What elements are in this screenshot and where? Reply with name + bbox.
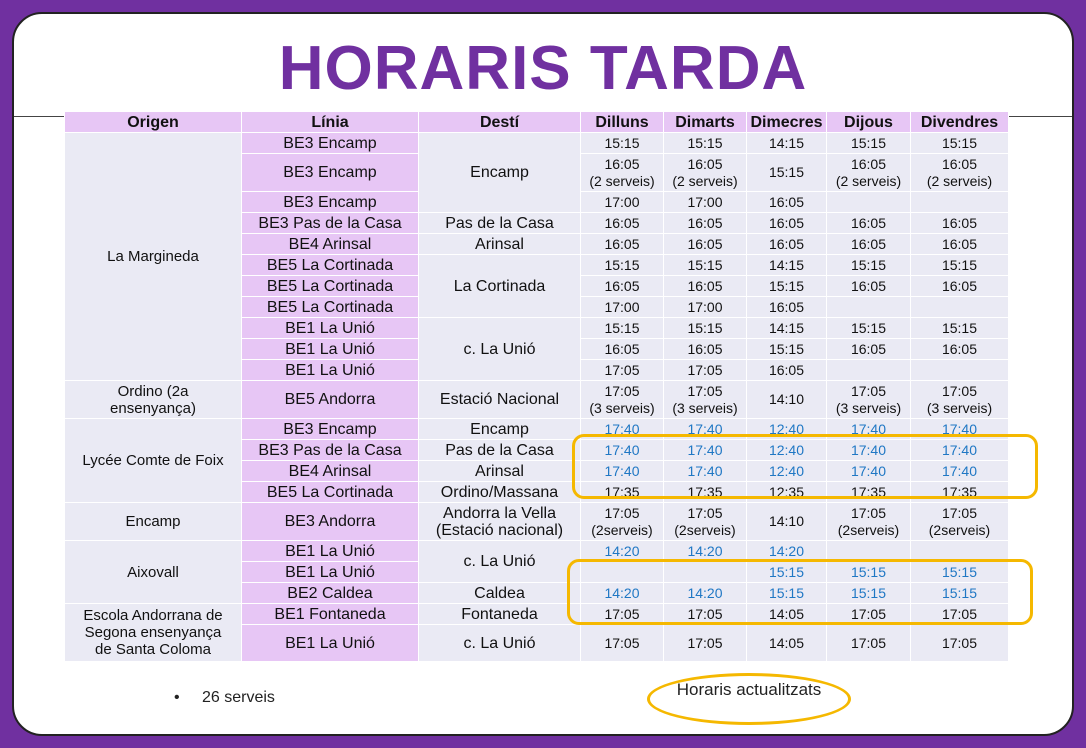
time-cell-dimecres: 14:05 bbox=[747, 625, 827, 662]
header-dimecres: Dimecres bbox=[747, 112, 827, 133]
time-cell-dimecres: 16:05 bbox=[747, 297, 827, 318]
time-cell-dimecres: 12:40 bbox=[747, 419, 827, 440]
time-cell-divendres bbox=[911, 192, 1009, 213]
time-cell-dilluns: 17:40 bbox=[581, 461, 664, 482]
time-cell-divendres: 15:15 bbox=[911, 255, 1009, 276]
time-cell-dijous bbox=[827, 192, 911, 213]
time-cell-dilluns: 16:05 bbox=[581, 234, 664, 255]
origin-cell: Escola Andorrana de Segona ensenyança de Santa Coloma bbox=[65, 604, 242, 662]
time-cell-divendres: 16:05 bbox=[911, 276, 1009, 297]
destination-cell: La Cortinada bbox=[419, 255, 581, 318]
time-cell-dimarts: 17:40 bbox=[664, 419, 747, 440]
header-desti: Destí bbox=[419, 112, 581, 133]
time-cell-dijous: 17:40 bbox=[827, 461, 911, 482]
time-cell-dimarts: 17:05 bbox=[664, 625, 747, 662]
bullet-marker: • bbox=[174, 689, 180, 706]
time-cell-dilluns: 17:35 bbox=[581, 482, 664, 503]
destination-cell: Arinsal bbox=[419, 461, 581, 482]
time-cell-dijous: 17:05 (3 serveis) bbox=[827, 381, 911, 419]
time-cell-divendres: 16:05 bbox=[911, 339, 1009, 360]
time-cell-dijous: 17:40 bbox=[827, 419, 911, 440]
line-cell: BE1 Fontaneda bbox=[242, 604, 419, 625]
destination-cell: Ordino/Massana bbox=[419, 482, 581, 503]
time-cell-divendres bbox=[911, 360, 1009, 381]
time-cell-dilluns: 17:40 bbox=[581, 419, 664, 440]
line-cell: BE3 Andorra bbox=[242, 503, 419, 541]
time-cell-dimarts: 16:05 bbox=[664, 234, 747, 255]
header-dilluns: Dilluns bbox=[581, 112, 664, 133]
line-cell: BE5 La Cortinada bbox=[242, 482, 419, 503]
time-cell-dilluns: 16:05 (2 serveis) bbox=[581, 154, 664, 192]
time-cell-dimarts: 14:20 bbox=[664, 583, 747, 604]
time-cell-dijous: 15:15 bbox=[827, 583, 911, 604]
time-cell-dijous: 17:35 bbox=[827, 482, 911, 503]
time-cell-divendres: 15:15 bbox=[911, 133, 1009, 154]
destination-cell: Estació Nacional bbox=[419, 381, 581, 419]
time-cell-divendres: 17:05 (2serveis) bbox=[911, 503, 1009, 541]
line-cell: BE3 Encamp bbox=[242, 192, 419, 213]
time-cell-dimecres: 14:20 bbox=[747, 541, 827, 562]
time-cell-dilluns: 16:05 bbox=[581, 276, 664, 297]
time-cell-dilluns: 17:00 bbox=[581, 297, 664, 318]
time-cell-dijous: 15:15 bbox=[827, 133, 911, 154]
time-cell-dilluns: 14:20 bbox=[581, 541, 664, 562]
highlight-box-lycee bbox=[572, 434, 1038, 499]
highlight-box-aixovall bbox=[567, 559, 1033, 625]
origin-cell: Lycée Comte de Foix bbox=[65, 419, 242, 503]
time-cell-dilluns: 15:15 bbox=[581, 255, 664, 276]
time-cell-dimecres: 15:15 bbox=[747, 583, 827, 604]
time-cell-divendres: 17:40 bbox=[911, 419, 1009, 440]
time-cell-divendres: 16:05 bbox=[911, 213, 1009, 234]
time-cell-divendres bbox=[911, 297, 1009, 318]
time-cell-dimecres: 15:15 bbox=[747, 562, 827, 583]
line-cell: BE1 La Unió bbox=[242, 562, 419, 583]
time-cell-dilluns: 16:05 bbox=[581, 339, 664, 360]
time-cell-dimecres: 16:05 bbox=[747, 192, 827, 213]
time-cell-divendres: 17:35 bbox=[911, 482, 1009, 503]
time-cell-dijous: 16:05 bbox=[827, 276, 911, 297]
time-cell-dimarts: 17:05 (2serveis) bbox=[664, 503, 747, 541]
time-cell-dijous: 17:40 bbox=[827, 440, 911, 461]
line-cell: BE1 La Unió bbox=[242, 541, 419, 562]
time-cell-dijous bbox=[827, 360, 911, 381]
header-linia: Línia bbox=[242, 112, 419, 133]
line-cell: BE4 Arinsal bbox=[242, 461, 419, 482]
time-cell-divendres: 17:40 bbox=[911, 440, 1009, 461]
time-cell-dimarts: 17:05 bbox=[664, 360, 747, 381]
time-cell-dimarts: 15:15 bbox=[664, 133, 747, 154]
time-cell-dilluns: 14:20 bbox=[581, 583, 664, 604]
time-cell-dijous: 15:15 bbox=[827, 255, 911, 276]
origin-cell: Aixovall bbox=[65, 541, 242, 604]
destination-cell: c. La Unió bbox=[419, 625, 581, 662]
time-cell-dimecres: 14:15 bbox=[747, 318, 827, 339]
time-cell-dijous: 16:05 bbox=[827, 339, 911, 360]
time-cell-dimecres: 15:15 bbox=[747, 276, 827, 297]
page-title: HORARIS TARDA bbox=[278, 34, 808, 103]
line-cell: BE3 Encamp bbox=[242, 419, 419, 440]
time-cell-divendres: 16:05 bbox=[911, 234, 1009, 255]
table-row bbox=[65, 133, 1009, 154]
line-cell: BE5 La Cortinada bbox=[242, 297, 419, 318]
time-cell-dimecres: 16:05 bbox=[747, 213, 827, 234]
time-cell-dilluns: 16:05 bbox=[581, 213, 664, 234]
time-cell-divendres: 17:05 (3 serveis) bbox=[911, 381, 1009, 419]
time-cell-dimecres: 16:05 bbox=[747, 360, 827, 381]
origin-cell: La Margineda bbox=[65, 133, 242, 381]
header-divendres: Divendres bbox=[911, 112, 1009, 133]
line-cell: BE1 La Unió bbox=[242, 625, 419, 662]
time-cell-dimarts: 16:05 (2 serveis) bbox=[664, 154, 747, 192]
time-cell-dilluns: 17:05 bbox=[581, 604, 664, 625]
time-cell-dijous: 15:15 bbox=[827, 318, 911, 339]
time-cell-dimarts: 17:40 bbox=[664, 461, 747, 482]
destination-cell: Andorra la Vella (Estació nacional) bbox=[419, 503, 581, 541]
time-cell-dimarts: 14:20 bbox=[664, 541, 747, 562]
time-cell-dimecres: 16:05 bbox=[747, 234, 827, 255]
time-cell-dilluns: 17:05 (2serveis) bbox=[581, 503, 664, 541]
destination-cell: Fontaneda bbox=[419, 604, 581, 625]
time-cell-divendres: 17:05 bbox=[911, 604, 1009, 625]
line-cell: BE1 La Unió bbox=[242, 318, 419, 339]
header-dimarts: Dimarts bbox=[664, 112, 747, 133]
line-cell: BE5 La Cortinada bbox=[242, 276, 419, 297]
time-cell-divendres: 17:05 bbox=[911, 625, 1009, 662]
time-cell-dijous: 16:05 bbox=[827, 234, 911, 255]
header-dijous: Dijous bbox=[827, 112, 911, 133]
title-band bbox=[14, 14, 1072, 117]
time-cell-dimarts: 17:00 bbox=[664, 192, 747, 213]
time-cell-dijous bbox=[827, 297, 911, 318]
time-cell-dilluns: 15:15 bbox=[581, 318, 664, 339]
time-cell-dimarts: 15:15 bbox=[664, 255, 747, 276]
time-cell-divendres: 15:15 bbox=[911, 562, 1009, 583]
line-cell: BE3 Pas de la Casa bbox=[242, 213, 419, 234]
time-cell-dimarts: 15:15 bbox=[664, 318, 747, 339]
time-cell-dimecres: 12:40 bbox=[747, 440, 827, 461]
line-cell: BE5 Andorra bbox=[242, 381, 419, 419]
table-row bbox=[65, 381, 1009, 419]
time-cell-dimarts: 17:05 bbox=[664, 604, 747, 625]
line-cell: BE3 Encamp bbox=[242, 154, 419, 192]
destination-cell: Caldea bbox=[419, 583, 581, 604]
time-cell-dilluns: 17:40 bbox=[581, 440, 664, 461]
time-cell-dimarts: 16:05 bbox=[664, 339, 747, 360]
origin-cell: Ordino (2a ensenyança) bbox=[65, 381, 242, 419]
time-cell-dimarts: 17:35 bbox=[664, 482, 747, 503]
destination-cell: Pas de la Casa bbox=[419, 440, 581, 461]
table-header-row bbox=[65, 112, 1009, 133]
time-cell-dijous: 16:05 (2 serveis) bbox=[827, 154, 911, 192]
origin-cell: Encamp bbox=[65, 503, 242, 541]
destination-cell: Pas de la Casa bbox=[419, 213, 581, 234]
line-cell: BE3 Pas de la Casa bbox=[242, 440, 419, 461]
time-cell-dimarts: 17:05 (3 serveis) bbox=[664, 381, 747, 419]
time-cell-dilluns: 17:00 bbox=[581, 192, 664, 213]
time-cell-dilluns: 17:05 bbox=[581, 625, 664, 662]
line-cell: BE3 Encamp bbox=[242, 133, 419, 154]
time-cell-dijous: 17:05 bbox=[827, 604, 911, 625]
time-cell-dimecres: 14:10 bbox=[747, 381, 827, 419]
line-cell: BE2 Caldea bbox=[242, 583, 419, 604]
line-cell: BE1 La Unió bbox=[242, 360, 419, 381]
time-cell-divendres: 16:05 (2 serveis) bbox=[911, 154, 1009, 192]
time-cell-dimecres: 14:15 bbox=[747, 255, 827, 276]
destination-cell: Encamp bbox=[419, 133, 581, 213]
line-cell: BE4 Arinsal bbox=[242, 234, 419, 255]
time-cell-dijous: 16:05 bbox=[827, 213, 911, 234]
time-cell-divendres: 15:15 bbox=[911, 318, 1009, 339]
time-cell-divendres: 17:40 bbox=[911, 461, 1009, 482]
time-cell-dimecres: 15:15 bbox=[747, 339, 827, 360]
services-count-text: 26 serveis bbox=[202, 689, 275, 706]
time-cell-dilluns: 17:05 (3 serveis) bbox=[581, 381, 664, 419]
time-cell-dilluns: 15:15 bbox=[581, 133, 664, 154]
destination-cell: Arinsal bbox=[419, 234, 581, 255]
time-cell-dimecres: 12:40 bbox=[747, 461, 827, 482]
time-cell-dijous: 17:05 bbox=[827, 625, 911, 662]
time-cell-dimarts: 16:05 bbox=[664, 276, 747, 297]
time-cell-dimarts: 17:00 bbox=[664, 297, 747, 318]
time-cell-dimecres: 14:10 bbox=[747, 503, 827, 541]
time-cell-dimarts: 17:40 bbox=[664, 440, 747, 461]
time-cell-divendres: 15:15 bbox=[911, 583, 1009, 604]
header-origen: Origen bbox=[65, 112, 242, 133]
destination-cell: c. La Unió bbox=[419, 318, 581, 381]
time-cell-dijous: 15:15 bbox=[827, 562, 911, 583]
time-cell-dimecres: 14:05 bbox=[747, 604, 827, 625]
destination-cell: c. La Unió bbox=[419, 541, 581, 583]
time-cell-dimecres: 14:15 bbox=[747, 133, 827, 154]
line-cell: BE5 La Cortinada bbox=[242, 255, 419, 276]
line-cell: BE1 La Unió bbox=[242, 339, 419, 360]
updated-note-oval: Horaris actualitzats bbox=[647, 673, 851, 725]
time-cell-dimecres: 12:35 bbox=[747, 482, 827, 503]
destination-cell: Encamp bbox=[419, 419, 581, 440]
services-count bbox=[174, 689, 275, 707]
time-cell-dimecres: 15:15 bbox=[747, 154, 827, 192]
time-cell-dijous: 17:05 (2serveis) bbox=[827, 503, 911, 541]
time-cell-dimarts: 16:05 bbox=[664, 213, 747, 234]
table-row bbox=[65, 503, 1009, 541]
time-cell-dilluns: 17:05 bbox=[581, 360, 664, 381]
